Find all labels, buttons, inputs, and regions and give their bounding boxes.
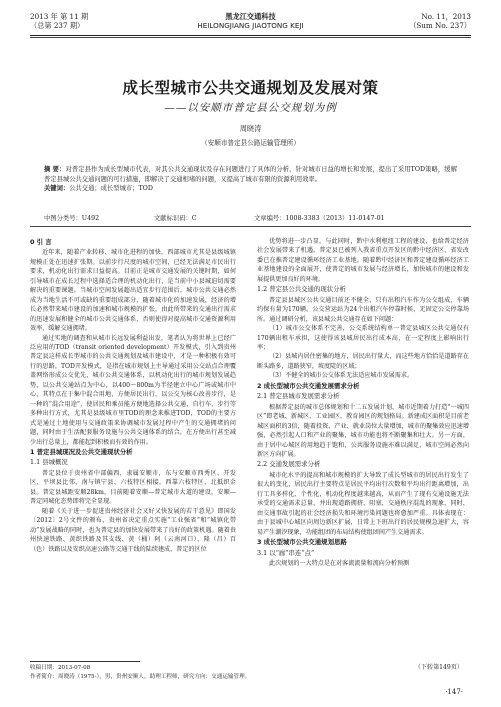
section-heading: 0 引 言 bbox=[30, 238, 52, 246]
article-title: 成长型城市公共交通规划及发展对策 bbox=[122, 79, 379, 97]
section-heading: 1.2 普定县公共交通的现状分析 bbox=[257, 285, 346, 294]
continued-note: （下转第149页） bbox=[414, 664, 463, 671]
section-heading: 2.2 交通发展需求分析 bbox=[257, 460, 321, 469]
author-name: 周晓涛 bbox=[239, 124, 262, 133]
journal-name-en: HEILONGJIANG JIAOTONG KEJI bbox=[197, 21, 304, 30]
body-left-column bbox=[30, 237, 236, 655]
body-paragraph: 城市化水平的提高和城市规模的扩大导致了成长型城市的居民出行发生了很大的变化，居民出行主要特点是居民平均出行次数和平均出行距离增加，出行工具多样化、个性化，机动化程度越来越高，从而产生了现有交通设施无法承受的交通需求总量，并出现道路拥挤、阻塞，交通秩序混乱的现象，同时，由交通事故引起的社会经济损失和环境污染问题也将愈加严重。具体表现在：由于县城中心城区向周边新区扩展，日常上下班出行的居民规模急速扩大，容易产生潮汐现象，功能组团的布局结构使组团间产生交通需求。 bbox=[257, 471, 469, 536]
keywords-label: 关键词： bbox=[44, 185, 70, 193]
running-header bbox=[30, 12, 471, 36]
body-paragraph: （1）城市公交体系不完善，公交系统结构单一普定县城区公共交通仅有170辆出租车承担，这使得该县城居民出行成本高，在一定程度上影响出行率； bbox=[257, 325, 469, 351]
journal-name-cn: 黑龙江交通科技 bbox=[225, 12, 276, 21]
author-bio: 作者简介：周晓涛（1975-），男，贵州安顺人，助理工程师，研究方向：交通运输管理。 bbox=[30, 673, 251, 680]
header-rule-thin bbox=[30, 37, 471, 38]
section-heading: 2 成长型城市公共交通发展需求分析 bbox=[257, 381, 360, 390]
article-subtitle: ——以安顺市普定县公交规划为例 bbox=[164, 102, 337, 114]
clc-number: 中图分类号：U492 bbox=[44, 215, 100, 222]
issue-number-en: No. 11，2013 bbox=[421, 12, 471, 21]
body-paragraph: 普定县位于贵州省中部偏西，隶属安顺市，东与安顺市西秀区、开发区、平坝县比邻，南与镇宁县、六枝特区相接，西靠六枝特区，北抵织金县。普定县城距安顺28km，目前随着安顺—普定城市大道的建设，安顺—普定同城化态势即将完全显现。 bbox=[30, 469, 236, 506]
body-right-column bbox=[257, 237, 469, 652]
footnotes bbox=[30, 664, 260, 681]
section-heading: 3.1 以“廊”串连“点” bbox=[257, 548, 315, 557]
issue-total-line: （总第 237 期） bbox=[30, 21, 85, 30]
body-paragraph: 此次规划的一大特点是在对客流流量和流向分析预测 bbox=[269, 559, 410, 567]
issue-sum-en: （Sum No. 237） bbox=[409, 21, 471, 30]
abstract bbox=[44, 165, 457, 194]
document-code: 文献标识码：C bbox=[154, 215, 197, 222]
body-paragraph: 近年来，随着产业转移、城市化进程的加快，西部城市尤其是县级城镇规模正处在迅速扩张期。以前步行尺度的城市空间，已经无法满足市民出行要求，机动化出行需求日益提高。目前正是城市交通发展的关键时期，如何引导城市在成长过程中选择适合理的机动化出行，是当前中小县城迫切需要解决的重要课题。当城市空间发展超出适宜步行范围后，城市公共交通必然成为当地生活不可或缺的重要组成部分，随着城市化的加速发展，经济的增长必然带来城市建设的加速和城市规模的扩张，由此所带来的交通出行需求的迅速发展和健全的城市公共交通体系，否则使得对提高城市交通资源利用效率，缓解交通拥堵。 bbox=[30, 249, 236, 333]
page-number: ·147· bbox=[445, 688, 463, 696]
body-paragraph: 普定县县城区公共交通目前还不健全，只有出租汽车作为公交组成，车辆约保有量为170辆。公交营运站为24个出租汽车停靠时候，无固定公交停靠场所。通过调研分析，该县城公共交通存在如下问题： bbox=[257, 296, 469, 323]
issue-info-en bbox=[409, 12, 471, 30]
body-paragraph: 优势将进一步凸显，与此同时，黔中水利枢纽工程的建设，也给普定经济社会发展带来了机遇。普定县已被列入我省重点开发区的黔中经济区，省发改委已在推普定建设循环经济工业基地。随着黔中经济区和普定建设循环经济工业基地建设的全面展开，使普定的城市发展与经济增长，加快城市的建设和发展提供更加良好的环境。 bbox=[257, 238, 469, 283]
author-affiliation: （安顺市普定县公路运输管理所） bbox=[201, 139, 300, 147]
section-heading: 1 普定县城现况及公共交通现状分析 bbox=[30, 447, 133, 456]
footnote-rule bbox=[30, 661, 140, 662]
body-paragraph: （3）不健全的城市公交体系无法适应城市发展需求。 bbox=[269, 372, 414, 380]
received-date: 收稿日期：2013-07-08 bbox=[30, 665, 91, 671]
abstract-rule bbox=[30, 226, 471, 227]
keywords: 公共交通；成长型城市；TOD bbox=[69, 185, 153, 193]
section-heading: 3 成长型城市公共交通规划思路 bbox=[257, 538, 347, 547]
abstract-text: 对普定县作为成长型城市代表，对其公共交通现状及存在问题进行了具体的分析，针对城市日益的增长和发展，提出了采用TOD策略，缓解普定县城公共交通问题的可行措施，即解决了交通相堵的问题，又提高了城市有限的资源利用效率。 bbox=[44, 166, 457, 183]
issue-line: 2013 年 第 11 期 bbox=[30, 12, 89, 21]
body-paragraph: 通过实地的调查和从城市长远发展利益出发，笔者认为将世界上已经广泛应用的TOD（transit oriented development）开发模式，引入到贵州普定县这样成长型城市的公共交通规划及城市建设中，才是一种积极有效可行的思路。TOD开发模式，是指在城市规划上主导通过采用公交站点合理覆盖网络形成公交优先，城市公共交通体系，以机动化出行的城市规划发展趋势，以公共交通站点为中心，以400～800m为半径建立中心广场或城市中心，其特点在于集中混合用地，方便居民出行，以公交为核心改善步行，是一种的“混合用途”，使居民和乘员能方便地选择公共交通、自行车、步行等多种出行方式，尤其是县级城市里TOD的理念来推进TOD，TOD的主要方式是通过土地使用与交通政策来协调城市发展过程中产生的交通拥堵的问题，同时由于生活配套服务设施与公共交通体系的结合，在方便出行甚至减少出行总量上，都能起到积极而有效的作用。 bbox=[30, 334, 236, 446]
header-rule bbox=[30, 35, 471, 36]
section-heading: 1.1 县城概况 bbox=[30, 458, 68, 467]
body-paragraph: 根据普定县的城市总体规划和十二五发展计划，城市近期着力打造“一城四区”即老城、新城区、工业园区，教育园区的规划格局。新建成区面积是目前老城区面积的3倍，随着投资、产业、就业岗位大量增加，城市的聚集效应迅速增强，必然引起人口和产业的聚集，城市功能也将不断聚集和壮大。另一方面，由于居中心城区的用地趋于饱和，公共服务设施亦难以满足，城市空间必然向新区方向扩展。 bbox=[257, 403, 469, 458]
abstract-label: 摘 要： bbox=[44, 166, 66, 173]
article-number: 文章编号：1008-3383（2013）11-0147-01 bbox=[254, 215, 385, 222]
section-heading: 2.1 普定县城市发展需求分析 bbox=[257, 392, 340, 401]
journal-name bbox=[30, 12, 471, 30]
body-paragraph: 随着《关于进一步促进贵州经济社会又好又快发展的若干意见》即国发〔2012〕2号文件的颁布，贵州省决定重点实施“工业强省”和“城镇化带动”发展战略的同时，也为普定县的加快发展带来了良好的政策机遇。随着贵州快速铁路、黄织铁路及其支线、黄（桶）阿（云南河口）、隆（昌）百（色）铁路以及安织高速公路等交通干线的陆续建成，普定的区位 bbox=[30, 507, 236, 553]
body-paragraph: （2）县城内居住密集的地方，居民出行量大，而这些地方恰恰是道路存在断头路多，道路狭窄，坡度陡的区域； bbox=[257, 353, 469, 370]
